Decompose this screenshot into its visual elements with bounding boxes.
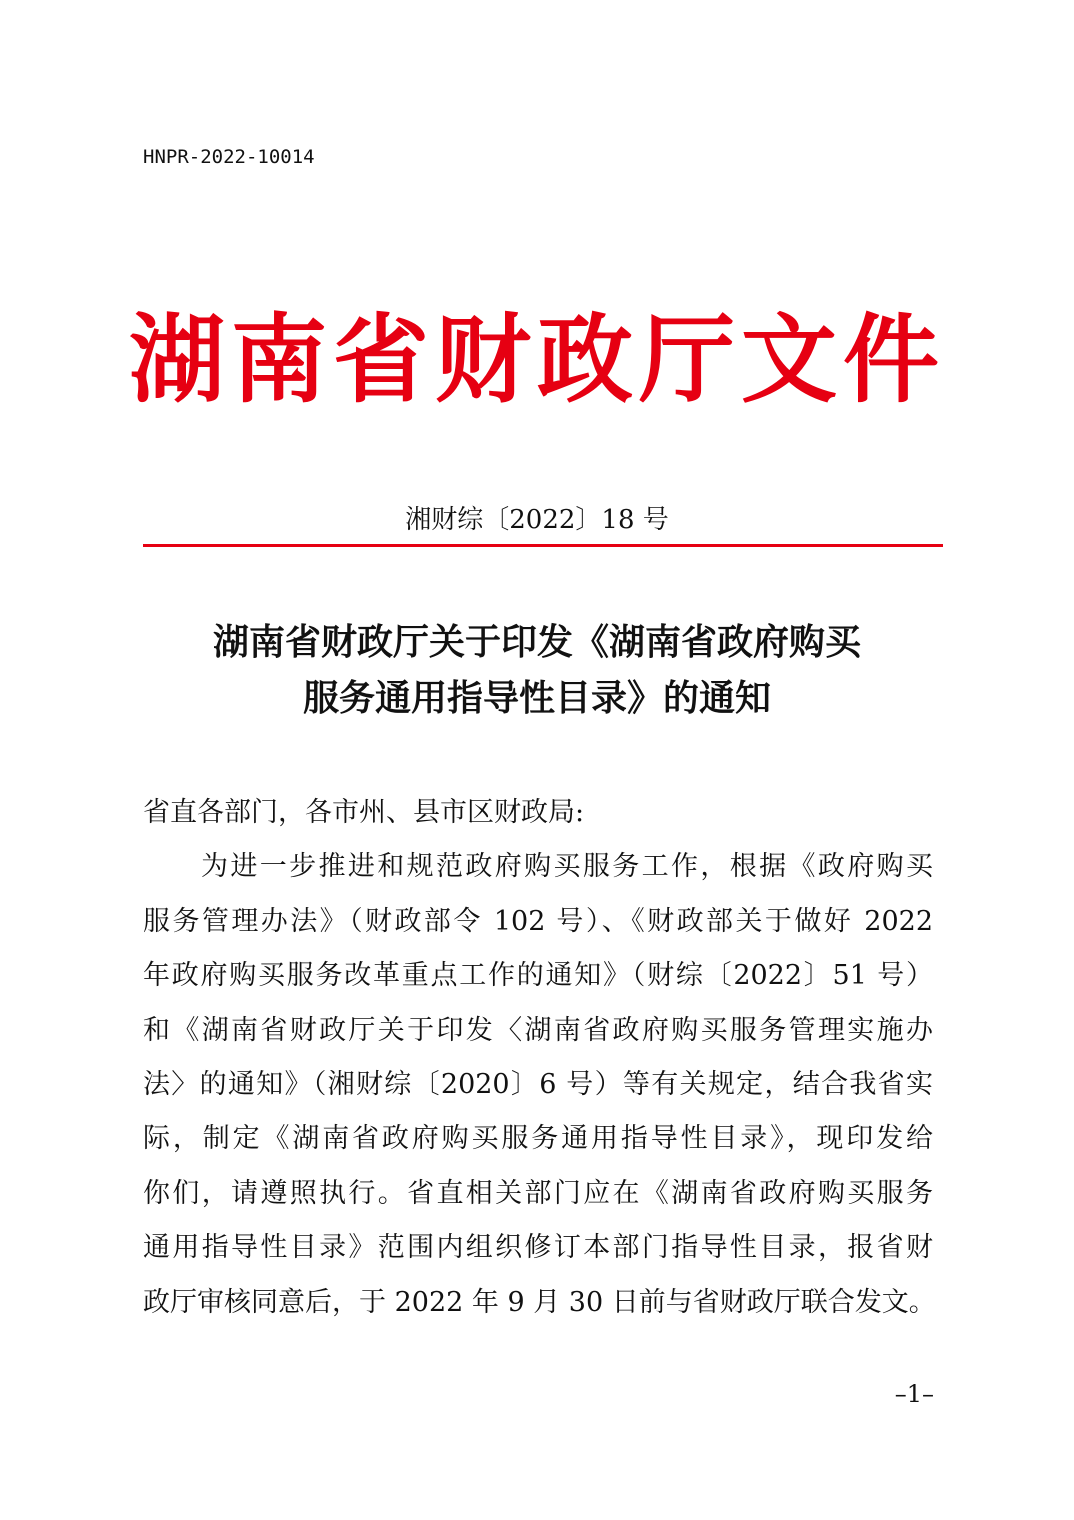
paragraph-line: 法〉的通知》（湘财综〔2020〕6 号）等有关规定，结合我省实 [143, 1069, 933, 1101]
paragraph-line: 为进一步推进和规范政府购买服务工作，根据《政府购买 [201, 851, 933, 883]
paragraph-line: 际，制定《湖南省政府购买服务通用指导性目录》，现印发给 [143, 1123, 933, 1155]
notice-body [143, 786, 936, 1330]
document-id: HNPR-2022-10014 [143, 146, 315, 168]
title-line-2: 服务通用指导性目录》的通知 [302, 677, 771, 719]
notice-title [0, 614, 1074, 726]
paragraph-line: 政厅审核同意后，于 2022 年 9 月 30 日前与省财政厅联合发文。 [143, 1286, 936, 1318]
paragraph-line: 你们，请遵照执行。省直相关部门应在《湖南省政府购买服务 [143, 1177, 933, 1209]
document-number: 湘财综〔2022〕18 号 [405, 505, 669, 535]
page-number: –1– [894, 1380, 934, 1408]
paragraph-line: 通用指导性目录》范围内组织修订本部门指导性目录，报省财 [143, 1232, 933, 1264]
paragraph-line: 和《湖南省财政厅关于印发〈湖南省政府购买服务管理实施办 [143, 1014, 933, 1046]
paragraph-line: 年政府购买服务改革重点工作的通知》（财综〔2022〕51 号） [143, 960, 933, 992]
title-line-1: 湖南省财政厅关于印发《湖南省政府购买 [212, 621, 861, 663]
salutation: 省直各部门，各市州、县市区财政局: [143, 797, 585, 828]
red-separator-line [143, 544, 943, 547]
masthead-title: 湖南省财政厅文件 [129, 303, 945, 416]
paragraph-line: 服务管理办法》（财政部令 102 号）、《财政部关于做好 2022 [143, 905, 933, 937]
